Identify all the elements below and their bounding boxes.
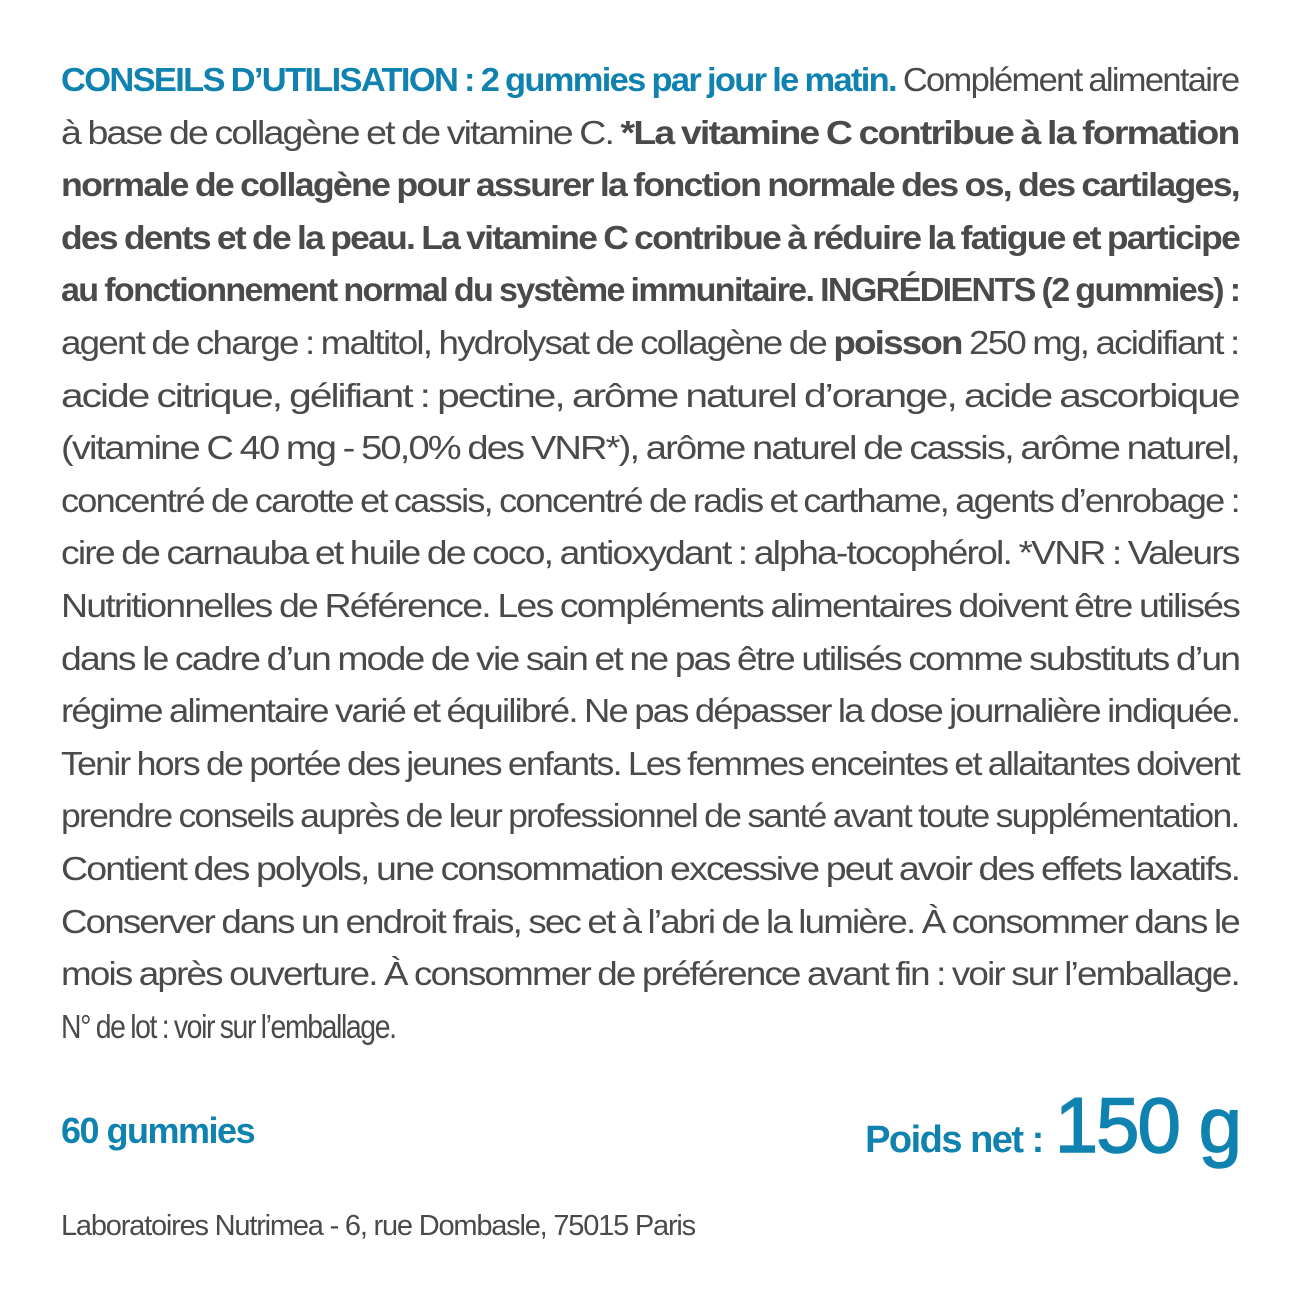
label-text: mois après ouverture. À consommer de préférence avant fin : voir sur l’emballage. [61,955,1239,993]
label-line [61,370,1239,423]
label-line [61,264,1239,317]
gummies-count: 60 gummies [61,1110,255,1151]
label-line [61,54,1239,107]
label-text: Contient des polyols, une consommation excessive peut avoir des effets laxatifs. [61,849,1240,887]
label-text: Conserver dans un endroit frais, sec et à l’abri de la lumière. À consommer dans le [61,902,1239,940]
label-text: 250 mg, acidifiant : [961,323,1239,361]
label-line [61,107,1239,160]
label-text: à base de collagène et de vitamine C. [61,113,621,151]
label-text: acide citrique, gélifiant : pectine, arôme naturel d’orange, acide ascorbique [61,376,1239,414]
label-text-emphasis: poisson [833,323,962,361]
label-text-emphasis: au fonctionnement normal du système immunitaire. INGRÉDIENTS (2 gummies) : [61,271,1240,309]
label-text-emphasis: des dents et de la peau. La vitamine C contribue à réduire la fatigue et participe [61,218,1240,256]
label-line [61,580,1239,633]
label-line [61,527,1239,580]
label-text: dans le cadre d’un mode de vie sain et ne pas être utilisés comme substituts d’un [61,639,1240,677]
label-line [61,317,1239,370]
manufacturer-address: Laboratoires Nutrimea - 6, rue Dombasle, 75015 Paris [61,1210,695,1242]
label-line [61,738,1239,791]
label-text: concentré de carotte et cassis, concentré de radis et carthame, agents d’enrobage : [61,481,1239,519]
label-line [61,633,1239,686]
label-text-emphasis: CONSEILS D’UTILISATION : 2 gummies par jour le matin. [61,61,896,98]
label-line [61,896,1239,949]
label-text: (vitamine C 40 mg - 50,0% des VNR*), arôme naturel de cassis, arôme naturel, [61,429,1239,467]
label-text: cire de carnauba et huile de coco, antioxydant : alpha-tocophérol. *VNR : Valeurs [61,534,1239,572]
label-text: Tenir hors de portée des jeunes enfants. Les femmes enceintes et allaitantes doivent [61,744,1239,782]
net-weight-label: Poids net : [865,1119,1043,1161]
label-line [61,212,1239,265]
label-line [61,843,1239,896]
label-text-emphasis: normale de collagène pour assurer la fonction normale des os, des cartilages, [61,166,1240,204]
label-line [61,790,1239,843]
label-text: agent de charge : maltitol, hydrolysat de collagène de [61,323,834,361]
label-line [61,1001,1239,1054]
net-weight-value: 150 g [1054,1081,1240,1169]
label-text: régime alimentaire varié et équilibré. Ne pas dépasser la dose journalière indiquée. [61,692,1240,730]
label-text: prendre conseils auprès de leur professionnel de santé avant toute supplémentation. [61,797,1239,835]
label-text: N° de lot : voir sur l’emballage. [61,1007,396,1045]
label-line [61,422,1239,475]
label-line [61,685,1239,738]
label-line [61,159,1239,212]
label-line [61,948,1239,1001]
label-line [61,475,1239,528]
label-text-emphasis: *La vitamine C contribue à la formation [620,113,1239,151]
product-label-text [61,54,1239,1053]
label-text: Complément alimentaire [895,61,1239,98]
label-text: Nutritionnelles de Référence. Les compléments alimentaires doivent être utilisés [61,586,1240,624]
net-weight [865,1080,1240,1171]
